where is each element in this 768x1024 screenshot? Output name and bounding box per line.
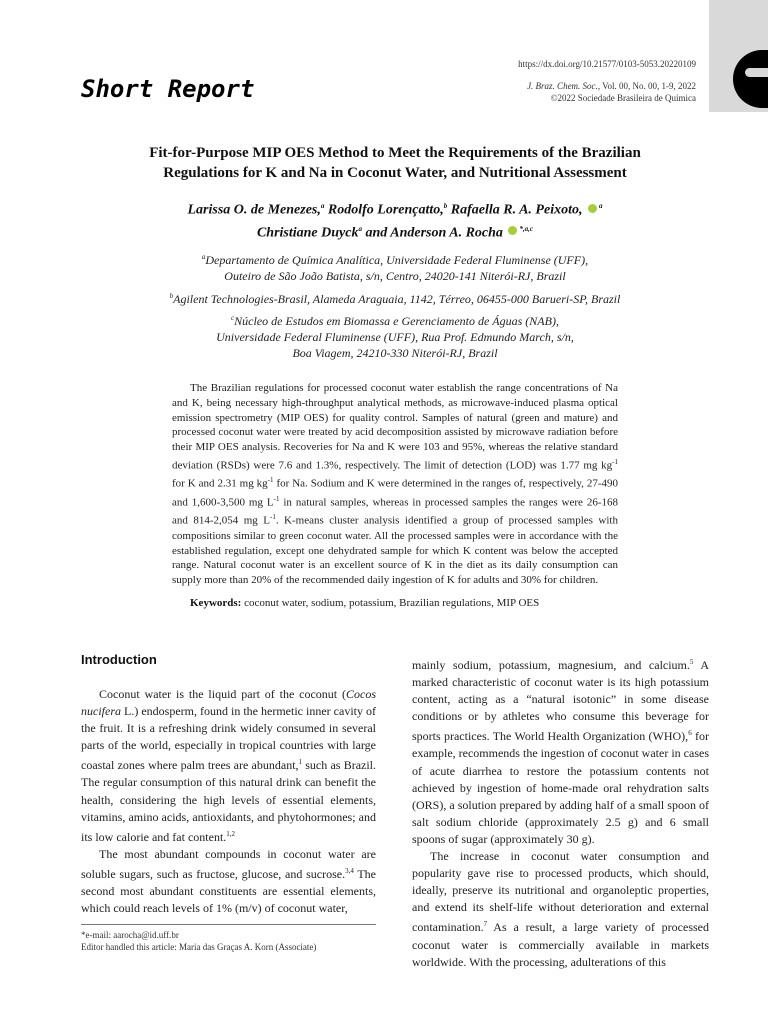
abstract-text: in natural samples, whereas in processed samples the ranges were 26-168 and 814-2,054 mg L (172, 496, 618, 527)
paragraph-text: for example, recommends the ingestion of coconut water in cases of acute diarrhea to restore the potassium contents not achieved by ingestion of home-made oral rehydration salts (ORS), a solution prepared by adding half of a small spoon of salt sodium chloride (approximately 2.5 g) and 6 small spoons of sugar (approximately 30 g). (412, 729, 709, 846)
keywords-label: Keywords: (190, 597, 242, 609)
right-column (412, 654, 709, 971)
abstract-text: . K-means cluster analysis identified a group of processed samples with compositions similar to green coconut water. All the processed samples were in accordance with the established regulation, except one dehydrated sample for which K content was below the accepted range. Natural coconut water is an excellent source of K in the diet as its daily consumption can supply more than 20% of the recommended daily ingestion of K for adults and 30% for children. (172, 515, 618, 587)
affiliation-line: Agilent Technologies-Brasil, Alameda Araguaia, 1142, Térreo, 06455-000 Barueri-SP, Brazil (173, 292, 621, 306)
paragraph-text: Coconut water is the liquid part of the coconut ( (99, 687, 346, 701)
species-name: Cocos nucifera (81, 687, 376, 719)
author-list (110, 197, 680, 242)
abstract-exponent: -1 (273, 494, 280, 503)
keywords (190, 597, 539, 609)
paragraph-text: The second most abundant constituents are essential elements, which could reach levels of 1% (m/v) of coconut water, (81, 866, 376, 916)
paragraph-text: A marked characteristic of coconut water is its high potassium content, acting as a “natural isotonic” in some disease conditions or by athletes who consume this beverage for sports practices. The World Health Organization (WHO), (412, 658, 709, 744)
abstract-text: The Brazilian regulations for processed coconut water establish the range concentrations of Na and K, being necessary high-throughput analytical methods, as microwave-induced plasma optical emission spectrometry (MIP OES) for quality control. Samples of natural (green and mature) and processed coconut water were treated by acid decomposition assisted by microwave radiation before their MIP OES analysis. Recoveries for Na and K were 103 and 95%, whereas the relative standard deviation (RSDs) were 7.6 and 1.3%, respectively. The limit of detection (LOD) was 1.77 mg kg (172, 382, 618, 472)
abstract-text: for Na. Sodium and K were determined in the ranges of, respectively, 27-490 and 1,600-3,500 mg L (172, 478, 619, 509)
paragraph-text: L.) endosperm, found in the hermetic inner cavity of the fruit. It is a refreshing drink widely consumed in several parts of the world, especially in tropical countries with large coastal zones where palm trees are abundant, (81, 704, 376, 773)
citation-ref[interactable]: 1 (298, 758, 303, 767)
footnote-editor: Editor handled this article: Maria das Graças A. Korn (Associate) (81, 942, 317, 952)
abstract-exponent: -1 (612, 457, 618, 466)
section-label: Short Report (81, 75, 255, 103)
citation (527, 81, 696, 91)
author-affil-sup: *,a,c (519, 224, 534, 233)
author-affil-sup: a (358, 224, 362, 233)
author-name: Rafaella R. A. Peixoto, (447, 202, 583, 218)
paragraph-text: mainly sodium, potassium, magnesium, and calcium. (412, 658, 690, 672)
paragraph (412, 654, 709, 848)
paragraph-text: As a result, a large variety of processed coconut water is commercially available in markets worldwide. With the processing, adulterations of this (412, 920, 709, 969)
author-name: and Anderson A. Rocha (361, 225, 503, 241)
affiliation-b (110, 288, 680, 307)
affiliation-line: Boa Viagem, 24210-330 Niterói-RJ, Brazil (292, 346, 498, 360)
abstract-text: for K and 2.31 mg kg (172, 478, 268, 491)
abstract-exponent: -1 (267, 476, 274, 485)
author-affil-sup: a (320, 202, 325, 210)
affiliation-line: Outeiro de São João Batista, s/n, Centro, 24020-141 Niterói-RJ, Brazil (224, 269, 566, 283)
volume-info: , Vol. 00, No. 00, 1-9, 2022 (597, 81, 696, 91)
keywords-text: coconut water, sodium, potassium, Brazilian regulations, MIP OES (241, 597, 540, 609)
affiliation-line: Núcleo de Estudos em Biomassa e Gerenciamento de Águas (NAB), (234, 314, 559, 328)
copyright: ©2022 Sociedade Brasileira de Química (550, 93, 696, 103)
affiliation-sup: c (231, 314, 235, 322)
introduction-heading: Introduction (81, 652, 157, 667)
abstract-exponent: -1 (269, 513, 276, 522)
orcid-icon[interactable] (508, 226, 517, 235)
author-name: Christiane Duyck (256, 225, 359, 241)
journal-name: J. Braz. Chem. Soc. (527, 81, 598, 91)
author-affil-sup: b (443, 202, 448, 210)
affiliation-sup: a (201, 253, 206, 261)
citation-ref[interactable]: 3,4 (345, 866, 354, 875)
citation-ref[interactable]: 6 (688, 729, 692, 738)
affiliation-a (110, 249, 680, 284)
abstract (172, 381, 618, 588)
citation-ref[interactable]: 5 (689, 658, 694, 666)
article-title: Fit-for-Purpose MIP OES Method to Meet the Requirements of the Brazilian Regulations for K and Na in Coconut Water, and Nutritional Assessment (149, 145, 641, 181)
footnote-email[interactable]: *e-mail: aarocha@id.uff.br (81, 930, 179, 940)
author-name: Rodolfo Lorençatto, (324, 202, 444, 218)
doi-link[interactable]: https://dx.doi.org/10.21577/0103-5053.20220109 (518, 59, 696, 69)
orcid-icon[interactable] (588, 204, 597, 213)
affiliation-line: Universidade Federal Fluminense (UFF), Rua Prof. Edmundo March, s/n, (216, 330, 574, 344)
paragraph (81, 846, 376, 917)
paragraph-text: such as Brazil. The regular consumption of this natural drink can benefit the health, considering the high levels of essential elements, vitamins, amino acids, antioxidants, and phytohormones; and its low calorie and fat content. (81, 758, 377, 844)
paragraph (412, 848, 709, 971)
affiliation-line: Departamento de Química Analítica, Universidade Federal Fluminense (UFF), (205, 253, 589, 267)
paragraph-text: The increase in coconut water consumption and popularity gave rise to processed products, which should, ideally, preserve its nutritional and organoleptic properties, and extend its shelf-life without deterioration and external contamination. (412, 849, 709, 935)
paragraph-text: The most abundant compounds in coconut water are soluble sugars, such as fructose, glucose, and sucrose. (81, 846, 376, 881)
author-affil-sup: a (598, 202, 603, 210)
citation-ref[interactable]: 1,2 (226, 829, 236, 838)
left-column (81, 686, 376, 917)
citation-ref[interactable]: 7 (483, 920, 488, 929)
author-name: Larissa O. de Menezes, (187, 202, 321, 218)
paragraph (81, 686, 376, 846)
affiliation-sup: b (169, 292, 174, 300)
footnote-divider (81, 924, 376, 925)
affiliation-c (110, 310, 680, 361)
